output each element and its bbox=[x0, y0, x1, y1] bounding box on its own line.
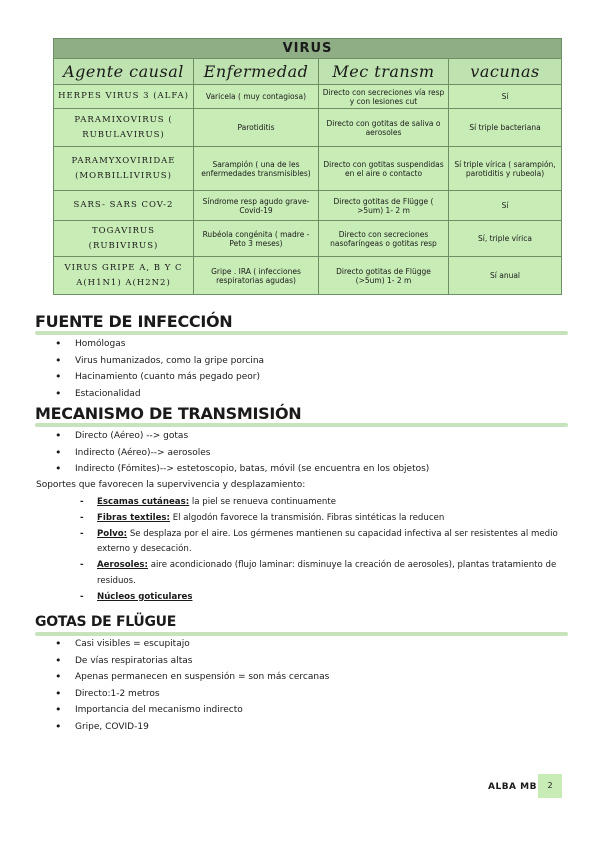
list-item: • Gripe, COVID-19 bbox=[55, 719, 329, 736]
cell-agent: VIRUS GRIPE A, B Y C A(H1N1) A(H2N2) bbox=[54, 257, 194, 295]
cell-transmission: Directo con secreciones vía resp y con lesiones cut bbox=[319, 85, 449, 109]
cell-vaccine: Sí triple bacteriana bbox=[449, 109, 562, 147]
cell-vaccine: Sí triple vírica ( sarampión, parotiditis y rubeola) bbox=[449, 147, 562, 191]
cell-agent: HERPES VIRUS 3 (ALFA) bbox=[54, 85, 194, 109]
cell-agent: TOGAVIRUS (RUBIVIRUS) bbox=[54, 221, 194, 257]
cell-transmission: Directo con gotitas de saliva o aerosoles bbox=[319, 109, 449, 147]
support-term: Núcleos goticulares bbox=[97, 591, 193, 602]
heading-underline bbox=[35, 423, 568, 427]
support-text: aire acondicionado (flujo laminar: disminuye la creación de aerosoles), plantas tratamiento de residuos. bbox=[97, 560, 557, 586]
list-item: • Directo:1-2 metros bbox=[55, 686, 329, 703]
cell-transmission: Directo con gotitas suspendidas en el aire o contacto bbox=[319, 147, 449, 191]
table-row bbox=[54, 191, 562, 221]
list-item: • Estacionalidad bbox=[55, 386, 264, 403]
cell-agent: SARS- SARS COV-2 bbox=[54, 191, 194, 221]
list-item: • Homólogas bbox=[55, 336, 264, 353]
table-row bbox=[54, 221, 562, 257]
support-term: Escamas cutáneas: bbox=[97, 497, 190, 507]
list-item: • Casi visibles = escupitajo bbox=[55, 636, 329, 653]
cell-disease: Gripe . IRA ( infecciones respiratorias agudas) bbox=[194, 257, 319, 295]
soportes-list bbox=[80, 495, 570, 606]
cell-disease: Sarampión ( una de les enfermedades transmisibles) bbox=[194, 147, 319, 191]
cell-vaccine: Sí bbox=[449, 191, 562, 221]
cell-disease: Varicela ( muy contagiosa) bbox=[194, 85, 319, 109]
support-item bbox=[80, 511, 570, 527]
page-number: 2 bbox=[538, 774, 562, 798]
fuente-list bbox=[55, 336, 264, 402]
list-item: • De vías respiratorias altas bbox=[55, 653, 329, 670]
list-item: • Virus humanizados, como la gripe porcina bbox=[55, 353, 264, 370]
cell-vaccine: Sí, triple vírica bbox=[449, 221, 562, 257]
support-item bbox=[80, 590, 570, 606]
list-item: • Importancia del mecanismo indirecto bbox=[55, 702, 329, 719]
support-term: Fibras textiles: bbox=[97, 512, 170, 523]
header-agent: Agente causal bbox=[54, 59, 194, 85]
author-name: ALBA MB bbox=[488, 782, 537, 792]
cell-agent: PARAMYXOVIRIDAE (MORBILLIVIRUS) bbox=[54, 147, 194, 191]
list-item: • Indirecto (Aéreo)--> aerosoles bbox=[55, 445, 429, 462]
mecanismo-list bbox=[55, 428, 429, 478]
list-item: • Hacinamiento (cuanto más pegado peor) bbox=[55, 369, 264, 386]
support-term: Polvo: bbox=[97, 528, 128, 539]
cell-disease: Síndrome resp agudo grave- Covid-19 bbox=[194, 191, 319, 221]
heading-fuente: FUENTE DE INFECCIÓN bbox=[35, 312, 233, 331]
cell-disease: Parotiditis bbox=[194, 109, 319, 147]
table-title: VIRUS bbox=[54, 39, 562, 59]
cell-disease: Rubéola congénita ( madre - Peto 3 meses) bbox=[194, 221, 319, 257]
header-transmission: Mec transm bbox=[319, 59, 449, 85]
list-item: • Indirecto (Fómites)--> estetoscopio, batas, móvil (se encuentra en los objetos) bbox=[55, 461, 429, 478]
table-row bbox=[54, 109, 562, 147]
heading-gotas: GOTAS DE FLÜGUE bbox=[35, 614, 176, 630]
support-item bbox=[80, 558, 570, 590]
soportes-paragraph: Soportes que favorecen la supervivencia y desplazamiento: bbox=[36, 480, 306, 490]
support-item bbox=[80, 527, 570, 559]
cell-transmission: Directo con secreciones nasofaríngeas o gotitas resp bbox=[319, 221, 449, 257]
list-item: • Directo (Aéreo) --> gotas bbox=[55, 428, 429, 445]
heading-mecanismo: MECANISMO DE TRANSMISIÓN bbox=[35, 404, 302, 423]
cell-transmission: Directo gotitas de Flügge (>5um) 1- 2 m bbox=[319, 257, 449, 295]
cell-vaccine: Sí bbox=[449, 85, 562, 109]
heading-underline bbox=[35, 331, 568, 335]
support-text: Se desplaza por el aire. Los gérmenes mantienen su capacidad infectiva al ser resistentes al medio externo y desecación. bbox=[97, 528, 558, 555]
gotas-list bbox=[55, 636, 329, 736]
support-item bbox=[80, 495, 570, 511]
support-text: la piel se renueva continuamente bbox=[189, 497, 337, 507]
list-item: • Apenas permanecen en suspensión = son más cercanas bbox=[55, 669, 329, 686]
cell-transmission: Directo gotitas de Flügge ( >5um) 1- 2 m bbox=[319, 191, 449, 221]
cell-vaccine: Sí anual bbox=[449, 257, 562, 295]
cell-agent: PARAMIXOVIRUS ( RUBULAVIRUS) bbox=[54, 109, 194, 147]
support-text: El algodón favorece la transmisión. Fibras sintéticas la reducen bbox=[169, 512, 445, 523]
support-term: Aerosoles: bbox=[97, 560, 148, 571]
header-vaccine: vacunas bbox=[449, 59, 562, 85]
virus-table bbox=[53, 38, 562, 295]
table-row bbox=[54, 257, 562, 295]
table-row bbox=[54, 85, 562, 109]
header-disease: Enfermedad bbox=[194, 59, 319, 85]
table-row bbox=[54, 147, 562, 191]
